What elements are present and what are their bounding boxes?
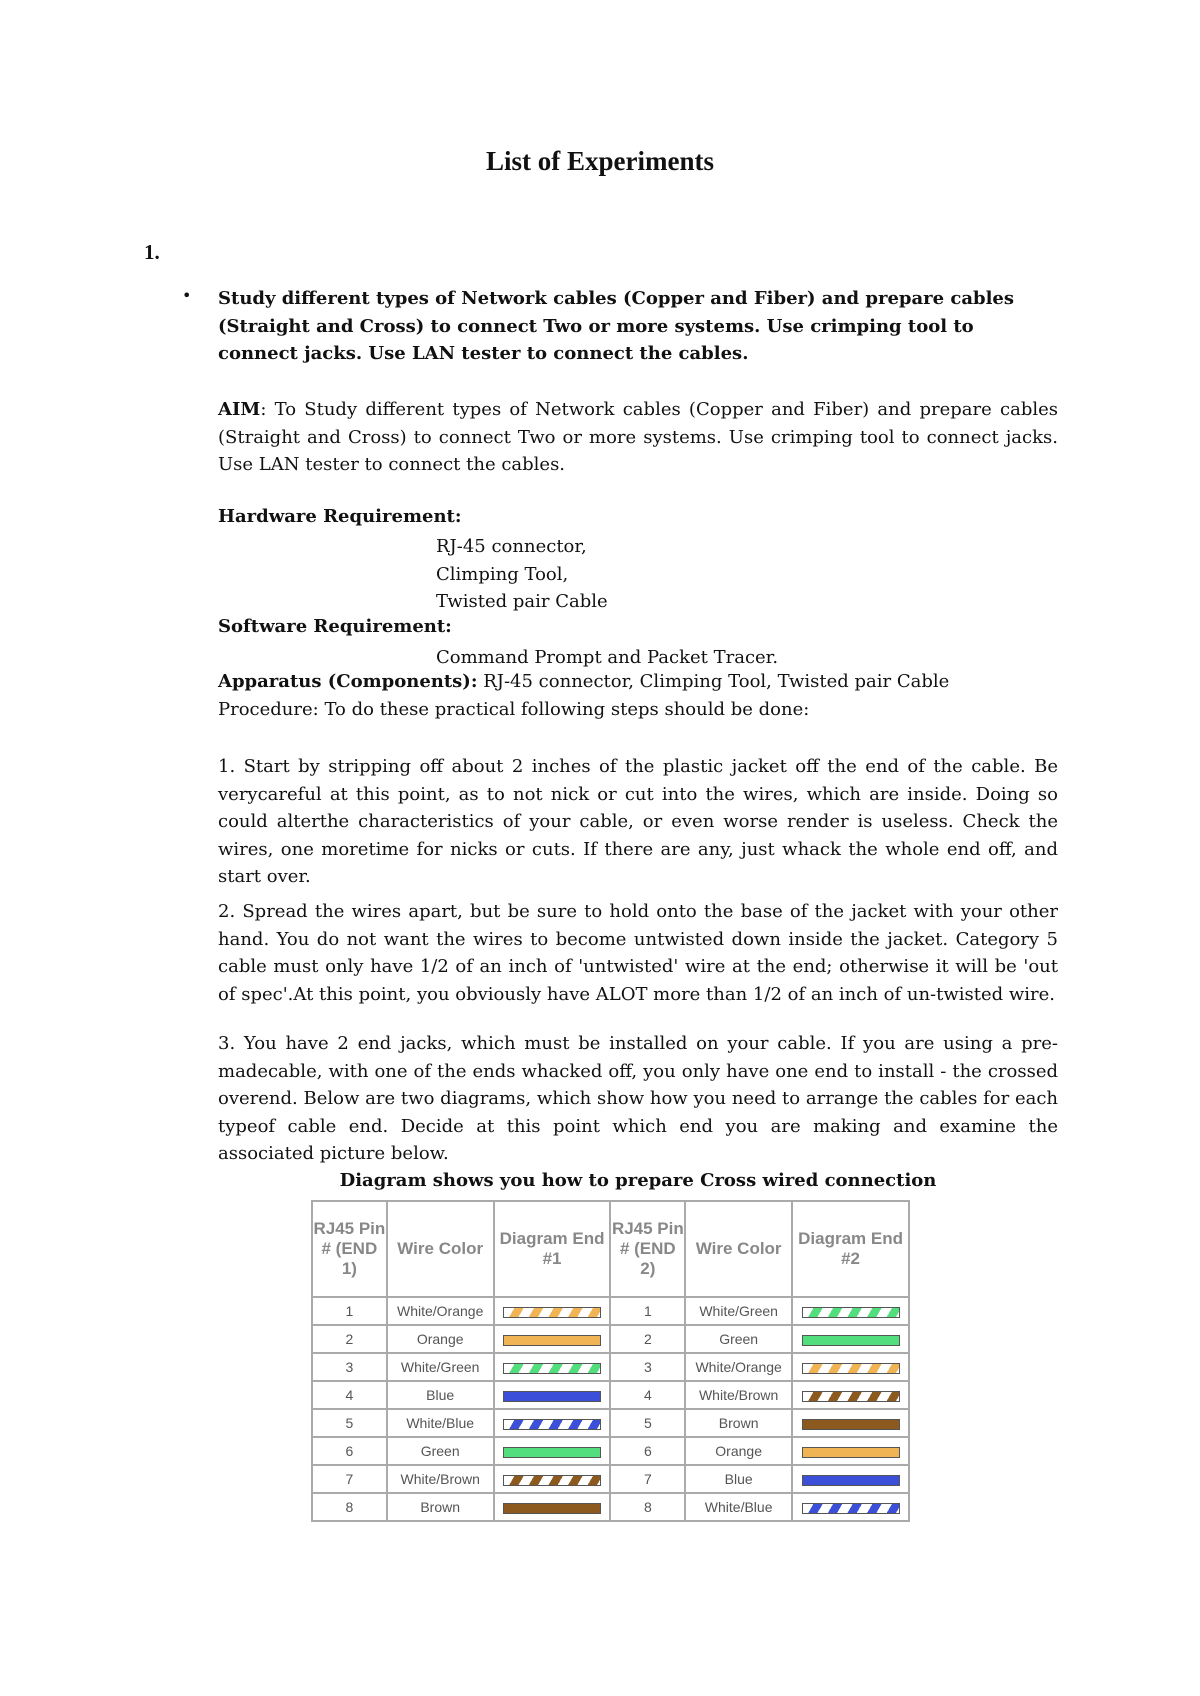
pin-end2-cell: 6 — [610, 1437, 685, 1465]
software-item: Command Prompt and Packet Tracer. — [436, 647, 779, 668]
procedure-intro: Procedure: To do these practical following steps should be done: — [218, 699, 810, 720]
wire-diagram-end2 — [792, 1409, 909, 1437]
pin-end2-cell: 4 — [610, 1381, 685, 1409]
hardware-heading: Hardware Requirement: — [218, 506, 462, 527]
wire-diagram-end2 — [792, 1493, 909, 1521]
wire-swatch — [802, 1363, 900, 1374]
wire-color-end2-cell: Orange — [685, 1437, 792, 1465]
wire-diagram-end1 — [494, 1409, 611, 1437]
pin-end1-cell: 8 — [312, 1493, 387, 1521]
wire-swatch — [802, 1503, 900, 1514]
wire-diagram-end1 — [494, 1437, 611, 1465]
header-wire-color-end2: Wire Color — [685, 1201, 792, 1297]
wire-diagram-end1 — [494, 1325, 611, 1353]
wire-diagram-end1 — [494, 1381, 611, 1409]
aim-label: AIM — [218, 399, 261, 420]
wire-swatch — [802, 1475, 900, 1486]
pin-end2-cell: 7 — [610, 1465, 685, 1493]
wire-color-end1-cell: Blue — [387, 1381, 494, 1409]
wire-color-end2-cell: White/Brown — [685, 1381, 792, 1409]
experiment-number: 1. — [144, 240, 160, 264]
pin-end2-cell: 8 — [610, 1493, 685, 1521]
header-pin-end1: RJ45 Pin # (END 1) — [312, 1201, 387, 1297]
wire-color-end2-cell: Green — [685, 1325, 792, 1353]
table-header-row — [312, 1201, 909, 1297]
procedure-step-3: 3. You have 2 end jacks, which must be installed on your cable. If you are using a pre-madecable, with one of the ends whacked off, you only have one end to install - the crossed overend. Below are two diagrams, which show how you need to arrange the cables for each typeof cable end. Decide at this point which end you are making and examine the associated picture below. — [218, 1033, 1058, 1165]
header-diagram-end1: Diagram End #1 — [494, 1201, 611, 1297]
wire-diagram-end2 — [792, 1465, 909, 1493]
wire-swatch — [503, 1503, 601, 1514]
wire-color-end1-cell: Green — [387, 1437, 494, 1465]
wire-diagram-end2 — [792, 1381, 909, 1409]
wire-color-end1-cell: White/Brown — [387, 1465, 494, 1493]
cross-wiring-table — [311, 1200, 910, 1522]
pin-end2-cell: 5 — [610, 1409, 685, 1437]
experiment-statement: Study different types of Network cables (Copper and Fiber) and prepare cables (Straight and Cross) to connect Two or more systems. Use crimping tool to connect jacks. Use LAN tester to connect the cables. — [218, 288, 1014, 365]
wire-color-end1-cell: White/Green — [387, 1353, 494, 1381]
pin-end1-cell: 5 — [312, 1409, 387, 1437]
hardware-item: Twisted pair Cable — [436, 591, 608, 613]
wire-swatch — [802, 1419, 900, 1430]
wire-color-end2-cell: White/Green — [685, 1297, 792, 1325]
wire-swatch — [802, 1391, 900, 1402]
apparatus-label: Apparatus (Components): — [218, 671, 478, 692]
header-pin-end2: RJ45 Pin # (END 2) — [610, 1201, 685, 1297]
table-row — [312, 1297, 909, 1325]
procedure-step-1: 1. Start by stripping off about 2 inches of the plastic jacket off the end of the cable. Be verycareful at this point, as to not nick or cut into the wires, which are inside. Doing so could alterthe characteristics of your cable, or even worse render is useless. Check the wires, one moretime for nicks or cuts. If there are any, just whack the whole end off, and start over. — [218, 756, 1058, 888]
apparatus-line — [218, 671, 949, 692]
diagram-caption: Diagram shows you how to prepare Cross wired connection — [339, 1170, 937, 1191]
wire-swatch — [503, 1391, 601, 1402]
wire-color-end2-cell: White/Orange — [685, 1353, 792, 1381]
table-row — [312, 1493, 909, 1521]
page-title: List of Experiments — [486, 146, 714, 176]
table-row — [312, 1325, 909, 1353]
software-list — [436, 644, 778, 672]
wire-color-end1-cell: White/Blue — [387, 1409, 494, 1437]
pin-end1-cell: 4 — [312, 1381, 387, 1409]
wire-swatch — [503, 1447, 601, 1458]
wire-swatch — [503, 1363, 601, 1374]
aim-text: : To Study different types of Network cables (Copper and Fiber) and prepare cables (Straight and Cross) to connect Two or more systems. Use crimping tool to connect jacks. Use LAN tester to connect the cables. — [218, 399, 1058, 476]
wire-diagram-end2 — [792, 1325, 909, 1353]
wire-color-end1-cell: Brown — [387, 1493, 494, 1521]
pin-end1-cell: 6 — [312, 1437, 387, 1465]
hardware-item: Climping Tool, — [436, 563, 569, 585]
bullet-point: • — [182, 286, 192, 305]
pin-end1-cell: 3 — [312, 1353, 387, 1381]
pin-end2-cell: 3 — [610, 1353, 685, 1381]
pin-end1-cell: 7 — [312, 1465, 387, 1493]
wire-color-end2-cell: Brown — [685, 1409, 792, 1437]
wire-color-end2-cell: Blue — [685, 1465, 792, 1493]
wire-diagram-end2 — [792, 1297, 909, 1325]
table-row — [312, 1353, 909, 1381]
wire-swatch — [802, 1447, 900, 1458]
aim-paragraph — [218, 396, 1058, 479]
wire-swatch — [802, 1307, 900, 1318]
pin-end2-cell: 1 — [610, 1297, 685, 1325]
pin-end1-cell: 1 — [312, 1297, 387, 1325]
wire-color-end2-cell: White/Blue — [685, 1493, 792, 1521]
table-row — [312, 1465, 909, 1493]
wire-diagram-end1 — [494, 1353, 611, 1381]
hardware-list — [436, 533, 608, 616]
apparatus-text: RJ-45 connector, Climping Tool, Twisted pair Cable — [477, 671, 950, 692]
wire-swatch — [503, 1307, 601, 1318]
wire-swatch — [503, 1475, 601, 1486]
pin-end2-cell: 2 — [610, 1325, 685, 1353]
software-heading: Software Requirement: — [218, 616, 452, 637]
wire-color-end1-cell: Orange — [387, 1325, 494, 1353]
procedure-step-2: 2. Spread the wires apart, but be sure to hold onto the base of the jacket with your other hand. You do not want the wires to become untwisted down inside the jacket. Category 5 cable must only have 1/2 of an inch of 'untwisted' wire at the end; otherwise it will be 'out of spec'.At this point, you obviously have ALOT more than 1/2 of an inch of un-twisted wire. — [218, 901, 1058, 1005]
wire-swatch — [802, 1335, 900, 1346]
wire-diagram-end1 — [494, 1297, 611, 1325]
wire-diagram-end1 — [494, 1465, 611, 1493]
table-row — [312, 1381, 909, 1409]
wire-swatch — [503, 1419, 601, 1430]
wire-diagram-end1 — [494, 1493, 611, 1521]
wire-color-end1-cell: White/Orange — [387, 1297, 494, 1325]
header-diagram-end2: Diagram End #2 — [792, 1201, 909, 1297]
pin-end1-cell: 2 — [312, 1325, 387, 1353]
table-row — [312, 1409, 909, 1437]
wire-diagram-end2 — [792, 1437, 909, 1465]
table-row — [312, 1437, 909, 1465]
hardware-item: RJ-45 connector, — [436, 536, 587, 557]
header-wire-color-end1: Wire Color — [387, 1201, 494, 1297]
wire-swatch — [503, 1335, 601, 1346]
wire-diagram-end2 — [792, 1353, 909, 1381]
